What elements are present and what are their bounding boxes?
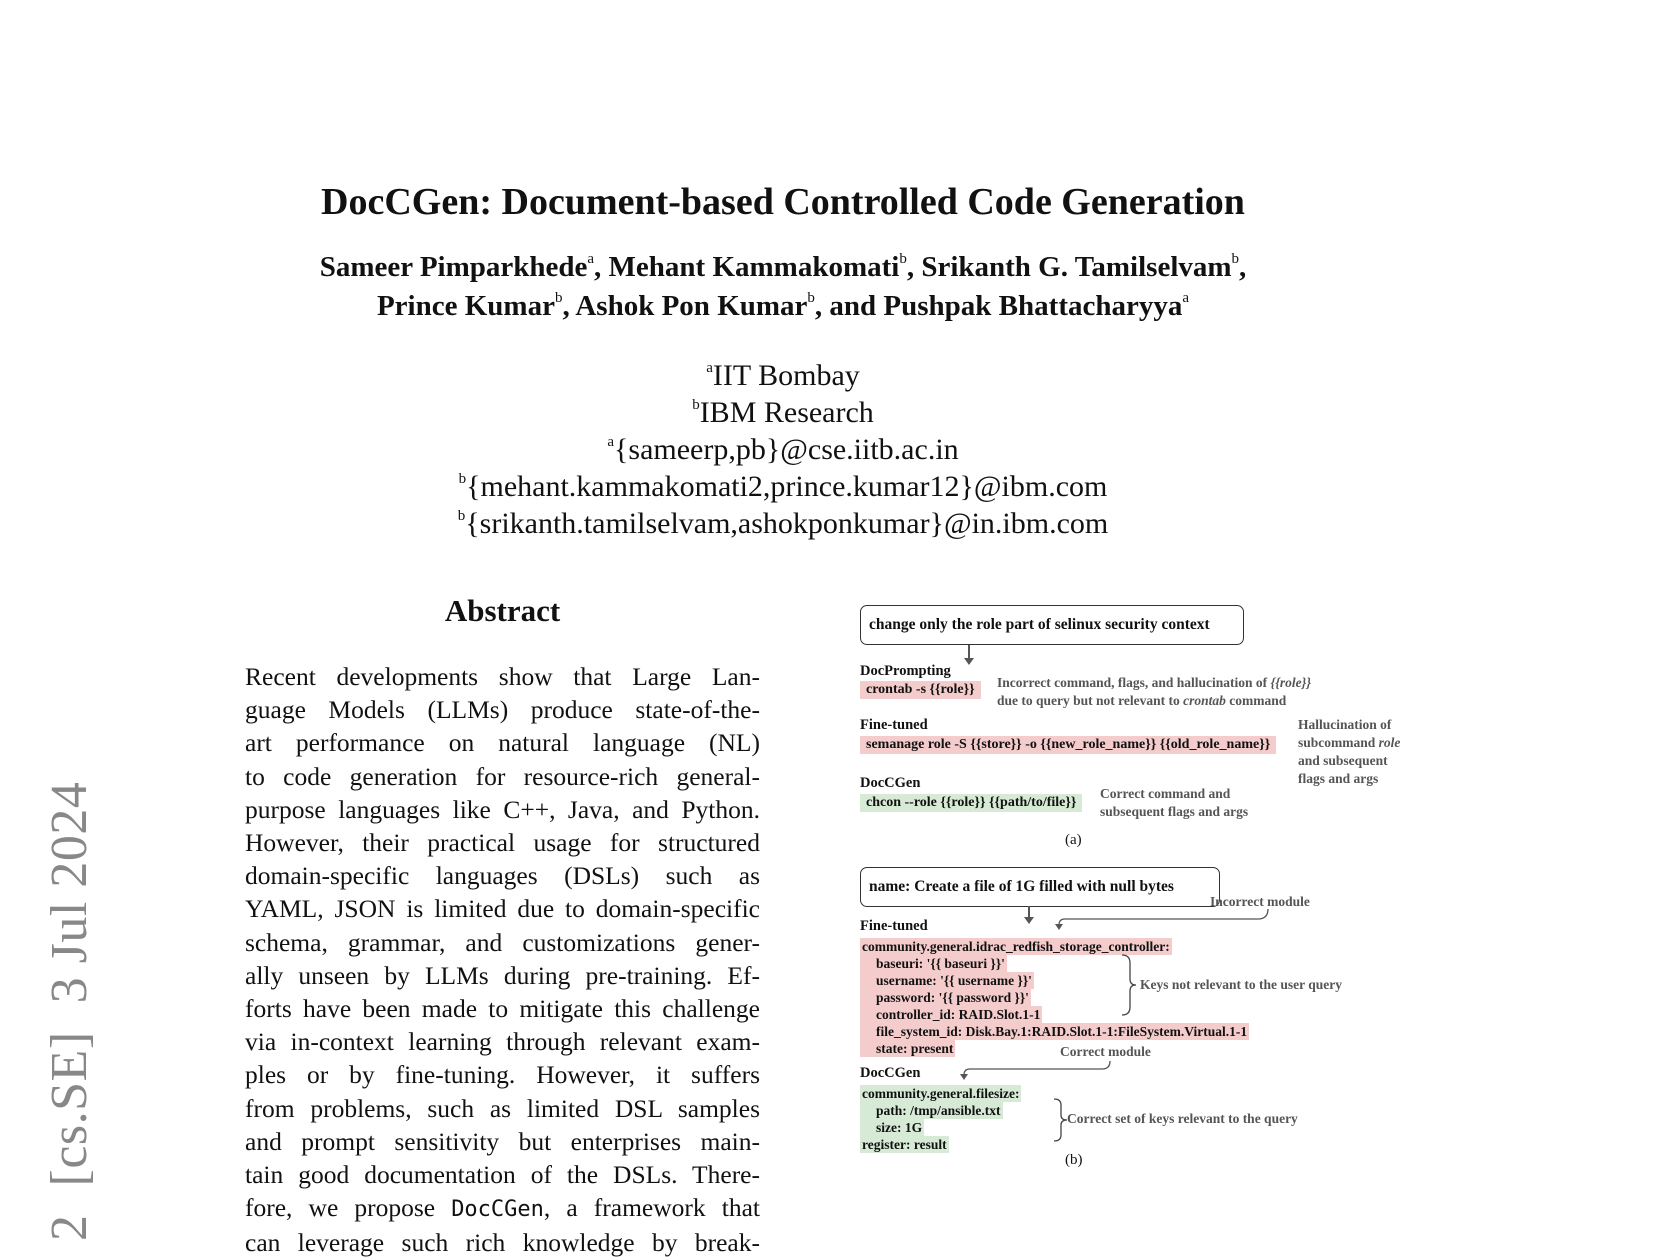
- arxiv-id-fragment: 2: [41, 1214, 98, 1241]
- yaml-key: state: present: [860, 1040, 955, 1057]
- row-label-finetuned-b: Fine-tuned: [860, 918, 928, 934]
- note-text: due to query but not relevant to: [997, 693, 1184, 708]
- code-docprompting: crontab -s {{role}}: [860, 681, 981, 699]
- author-name: Prince Kumar: [376, 290, 555, 322]
- separator: ,: [562, 290, 576, 322]
- affiliation-iit: [0, 357, 1566, 394]
- row-label-doccgen: DocCGen: [860, 775, 921, 791]
- arxiv-stamp: [40, 782, 99, 1241]
- affiliation-marker: a: [587, 251, 595, 267]
- row-label-finetuned: Fine-tuned: [860, 717, 928, 733]
- author-name: Srikanth G. Tamilselvam: [921, 251, 1232, 283]
- yaml-module: community.general.filesize:: [862, 1086, 1020, 1101]
- note-finetuned: [1298, 716, 1400, 788]
- arxiv-category: [cs.SE]: [41, 1031, 98, 1187]
- email-text: {srikanth.tamilselvam,ashokponkumar}@in.ibm.com: [465, 507, 1109, 540]
- yaml-finetuned: [860, 938, 1249, 1057]
- affiliation-marker: b: [1231, 251, 1240, 267]
- code-doccgen: chcon --role {{role}} {{path/to/file}}: [860, 794, 1082, 812]
- abstract-line-cut: can leverage such rich knowledge by break-: [245, 1228, 760, 1258]
- note-text: flags and args: [1298, 771, 1379, 786]
- abstract-line: domain-specific languages (DSLs) such as: [245, 861, 760, 891]
- author-name: Sameer Pimparkhede: [319, 251, 588, 283]
- yaml-key: file_system_id: Disk.Bay.1:RAID.Slot.1-1:FileSystem.Virtual.1-1: [860, 1023, 1249, 1040]
- affiliation-text: IBM Research: [699, 396, 874, 429]
- note-correct-keys: Correct set of keys relevant to the query: [1067, 1111, 1298, 1126]
- figure-1: [860, 595, 1460, 1215]
- yaml-tail: register: result: [862, 1137, 947, 1152]
- query-box-b: name: Create a file of 1G filled with null bytes: [860, 867, 1220, 907]
- author-list: [0, 248, 1566, 326]
- system-name: DocCGen: [451, 1197, 544, 1223]
- abstract-line: forts have been made to mitigate this challenge: [245, 994, 760, 1024]
- note-keys-not-relevant: Keys not relevant to the user query: [1140, 977, 1342, 992]
- abstract-line: [245, 1191, 760, 1226]
- abstract-line: YAML, JSON is limited due to domain-specific: [245, 894, 760, 924]
- abstract-line: via in-context learning through relevant exam-: [245, 1027, 760, 1057]
- email-text: {sameerp,pb}@cse.iitb.ac.in: [614, 433, 959, 466]
- note-text: subcommand: [1298, 735, 1379, 750]
- note-italic: role: [1378, 735, 1401, 750]
- note-italic: {{role}}: [1270, 675, 1312, 690]
- abstract-line: tain good documentation of the DSLs. There-: [245, 1160, 760, 1190]
- email-text: {mehant.kammakomati2,prince.kumar12}@ibm.com: [466, 470, 1108, 503]
- row-label-doccgen-b: DocCGen: [860, 1065, 921, 1081]
- affiliation-marker: a: [1182, 290, 1190, 306]
- affiliation-marker: b: [554, 290, 563, 306]
- affiliation-ibm: [0, 394, 1566, 431]
- caption-b: (b): [1065, 1152, 1083, 1168]
- affiliations: [0, 357, 1566, 542]
- affiliation-marker: b: [807, 290, 815, 306]
- text: fore, we propose: [245, 1193, 452, 1223]
- author-line-2: [0, 287, 1566, 326]
- yaml-key: path: /tmp/ansible.txt: [860, 1102, 1003, 1119]
- abstract-line: purpose languages like C++, Java, and Python.: [245, 794, 760, 824]
- brace-keys-not-relevant: [1120, 955, 1140, 1015]
- arrow-down-icon: [1028, 906, 1030, 918]
- note-text: Correct command and: [1100, 786, 1231, 801]
- affiliation-text: IIT Bombay: [712, 359, 860, 392]
- connector-incorrect-module: [1055, 909, 1275, 929]
- abstract-body: [245, 660, 760, 1260]
- affiliation-marker: a: [706, 360, 713, 376]
- note-text: subsequent flags and args: [1100, 804, 1249, 819]
- connector-correct-module: [960, 1061, 1120, 1079]
- abstract-line: from problems, such as limited DSL samples: [245, 1093, 760, 1123]
- separator: , and: [814, 290, 884, 322]
- code-finetuned: semanage role -S {{store}} -o {{new_role_name}} {{old_role_name}}: [860, 736, 1276, 754]
- yaml-module: community.general.idrac_redfish_storage_controller:: [862, 939, 1170, 954]
- author-name: Mehant Kammakomati: [608, 251, 900, 283]
- abstract-line: ally unseen by LLMs during pre-training. Ef-: [245, 960, 760, 990]
- row-label-docprompting: DocPrompting: [860, 663, 951, 679]
- yaml-key: size: 1G: [860, 1119, 924, 1136]
- abstract-line: Recent developments show that Large Lan-: [245, 662, 760, 691]
- separator: ,: [1239, 251, 1247, 283]
- note-doccgen: [1100, 785, 1248, 821]
- affiliation-marker: b: [457, 508, 466, 524]
- abstract-line: However, their practical usage for structured: [245, 828, 760, 858]
- text: , a framework that: [543, 1193, 760, 1223]
- email-ibm-1: [0, 468, 1566, 505]
- affiliation-marker: b: [692, 397, 700, 413]
- yaml-key: baseuri: '{{ baseuri }}': [860, 955, 1007, 972]
- yaml-doccgen: [860, 1085, 1021, 1153]
- caption-a: (a): [1065, 832, 1082, 848]
- email-ibm-2: [0, 505, 1566, 542]
- note-correct-module: Correct module: [1060, 1044, 1151, 1059]
- note-italic: crontab: [1183, 693, 1226, 708]
- query-box-a: change only the role part of selinux security context: [860, 605, 1244, 645]
- abstract-line: ples or by fine-tuning. However, it suffers: [245, 1060, 760, 1090]
- yaml-key: password: '{{ password }}': [860, 989, 1031, 1006]
- note-text: and subsequent: [1298, 753, 1388, 768]
- author-name: Pushpak Bhattacharyya: [883, 290, 1183, 322]
- note-text: Incorrect command, flags, and hallucination of: [997, 675, 1271, 690]
- abstract-line: art performance on natural language (NL): [245, 728, 760, 758]
- abstract-heading: Abstract: [444, 593, 561, 628]
- note-incorrect-module: Incorrect module: [1210, 894, 1310, 909]
- abstract-line: schema, grammar, and customizations gener-: [245, 927, 760, 957]
- email-iitb: [0, 431, 1566, 468]
- arrow-down-icon: [968, 645, 970, 659]
- separator: ,: [906, 251, 922, 283]
- abstract-line: and prompt sensitivity but enterprises main-: [245, 1126, 760, 1156]
- separator: ,: [594, 251, 609, 283]
- affiliation-marker: b: [458, 471, 467, 487]
- author-line-1: [0, 248, 1566, 287]
- yaml-key: controller_id: RAID.Slot.1-1: [860, 1006, 1042, 1023]
- yaml-key: username: '{{ username }}': [860, 972, 1034, 989]
- affiliation-marker: a: [607, 434, 614, 450]
- note-docprompting: [997, 674, 1311, 710]
- paper-title: DocCGen: Document-based Controlled Code Generation: [321, 181, 1245, 223]
- note-text: command: [1225, 693, 1287, 708]
- abstract-line: guage Models (LLMs) produce state-of-the-: [245, 695, 760, 725]
- affiliation-marker: b: [899, 251, 907, 267]
- note-text: Hallucination of: [1298, 717, 1392, 732]
- abstract-line: to code generation for resource-rich general-: [245, 761, 760, 791]
- arxiv-date: 3 Jul 2024: [41, 781, 98, 1004]
- author-name: Ashok Pon Kumar: [575, 290, 808, 322]
